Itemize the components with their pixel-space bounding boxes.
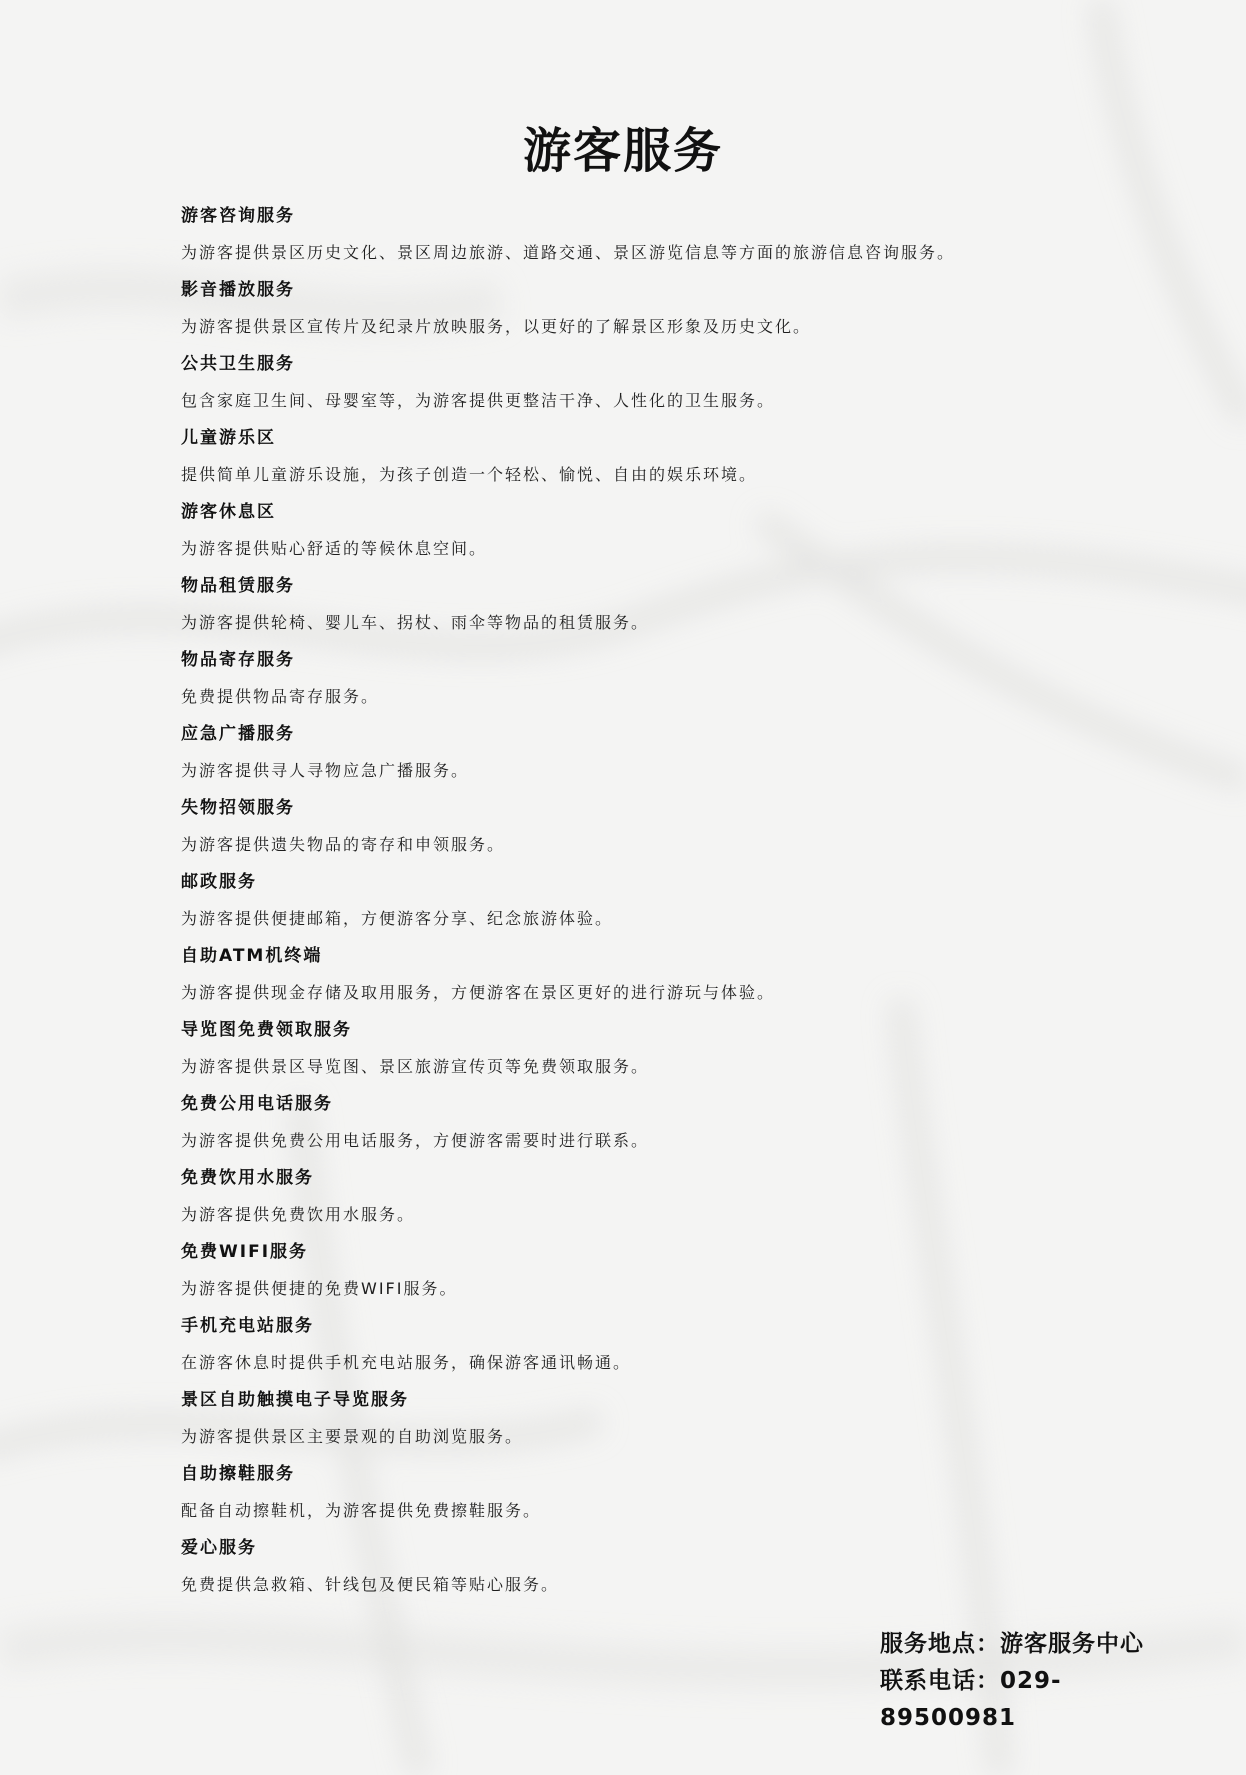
service-title: 免费饮用水服务 [181, 1168, 314, 1188]
service-item [181, 574, 1081, 648]
service-description: 包含家庭卫生间、母婴室等，为游客提供更整洁干净、人性化的卫生服务。 [181, 391, 776, 410]
service-description: 配备自动擦鞋机，为游客提供免费擦鞋服务。 [181, 1501, 542, 1520]
service-description: 为游客提供贴心舒适的等候休息空间。 [181, 539, 488, 558]
service-title: 自助擦鞋服务 [181, 1464, 295, 1484]
service-title: 物品寄存服务 [181, 650, 295, 670]
service-item [181, 352, 1081, 426]
service-item [181, 426, 1081, 500]
service-title: 导览图免费领取服务 [181, 1020, 352, 1040]
service-item [181, 722, 1081, 796]
service-title: 景区自助触摸电子导览服务 [181, 1390, 409, 1410]
service-item [181, 1536, 1081, 1610]
contact-footer [880, 1626, 1180, 1737]
service-title: 公共卫生服务 [181, 354, 295, 374]
service-title: 游客休息区 [181, 502, 276, 522]
service-description: 为游客提供寻人寻物应急广播服务。 [181, 761, 470, 780]
page-title: 游客服务 [522, 123, 723, 179]
service-description: 提供简单儿童游乐设施，为孩子创造一个轻松、愉悦、自由的娱乐环境。 [181, 465, 758, 484]
contact-phone: 联系电话：029-89500981 [880, 1668, 1062, 1731]
service-item [181, 278, 1081, 352]
service-description: 为游客提供轮椅、婴儿车、拐杖、雨伞等物品的租赁服务。 [181, 613, 650, 632]
service-description: 为游客提供景区导览图、景区旅游宣传页等免费领取服务。 [181, 1057, 650, 1076]
service-title: 爱心服务 [181, 1538, 257, 1558]
service-item [181, 204, 1081, 278]
service-item [181, 944, 1081, 1018]
service-title: 手机充电站服务 [181, 1316, 314, 1336]
service-description: 为游客提供景区历史文化、景区周边旅游、道路交通、景区游览信息等方面的旅游信息咨询服务。 [181, 243, 956, 262]
service-description: 为游客提供景区主要景观的自助浏览服务。 [181, 1427, 524, 1446]
service-title: 应急广播服务 [181, 724, 295, 744]
service-item [181, 1240, 1081, 1314]
service-item [181, 1018, 1081, 1092]
service-item [181, 1166, 1081, 1240]
service-item [181, 796, 1081, 870]
service-item [181, 1462, 1081, 1536]
service-description: 为游客提供免费饮用水服务。 [181, 1205, 416, 1224]
service-description: 在游客休息时提供手机充电站服务，确保游客通讯畅通。 [181, 1353, 632, 1372]
service-title: 物品租赁服务 [181, 576, 295, 596]
service-description: 为游客提供便捷邮箱，方便游客分享、纪念旅游体验。 [181, 909, 614, 928]
service-description: 免费提供物品寄存服务。 [181, 687, 380, 706]
service-description: 为游客提供遗失物品的寄存和申领服务。 [181, 835, 506, 854]
service-location: 服务地点：游客服务中心 [880, 1631, 1144, 1657]
service-title: 免费WIFI服务 [181, 1242, 309, 1262]
service-description: 免费提供急救箱、针线包及便民箱等贴心服务。 [181, 1575, 560, 1594]
service-item [181, 500, 1081, 574]
service-title: 邮政服务 [181, 872, 257, 892]
service-title: 免费公用电话服务 [181, 1094, 333, 1114]
service-title: 影音播放服务 [181, 280, 295, 300]
service-item [181, 1314, 1081, 1388]
service-description: 为游客提供免费公用电话服务，方便游客需要时进行联系。 [181, 1131, 650, 1150]
service-item [181, 870, 1081, 944]
service-list [181, 204, 1081, 1610]
service-title: 自助ATM机终端 [181, 946, 323, 966]
service-title: 游客咨询服务 [181, 206, 295, 226]
service-item [181, 648, 1081, 722]
service-title: 失物招领服务 [181, 798, 295, 818]
service-description: 为游客提供景区宣传片及纪录片放映服务，以更好的了解景区形象及历史文化。 [181, 317, 812, 336]
service-item [181, 1092, 1081, 1166]
service-title: 儿童游乐区 [181, 428, 276, 448]
service-description: 为游客提供现金存储及取用服务，方便游客在景区更好的进行游玩与体验。 [181, 983, 776, 1002]
service-item [181, 1388, 1081, 1462]
service-description: 为游客提供便捷的免费WIFI服务。 [181, 1279, 458, 1298]
